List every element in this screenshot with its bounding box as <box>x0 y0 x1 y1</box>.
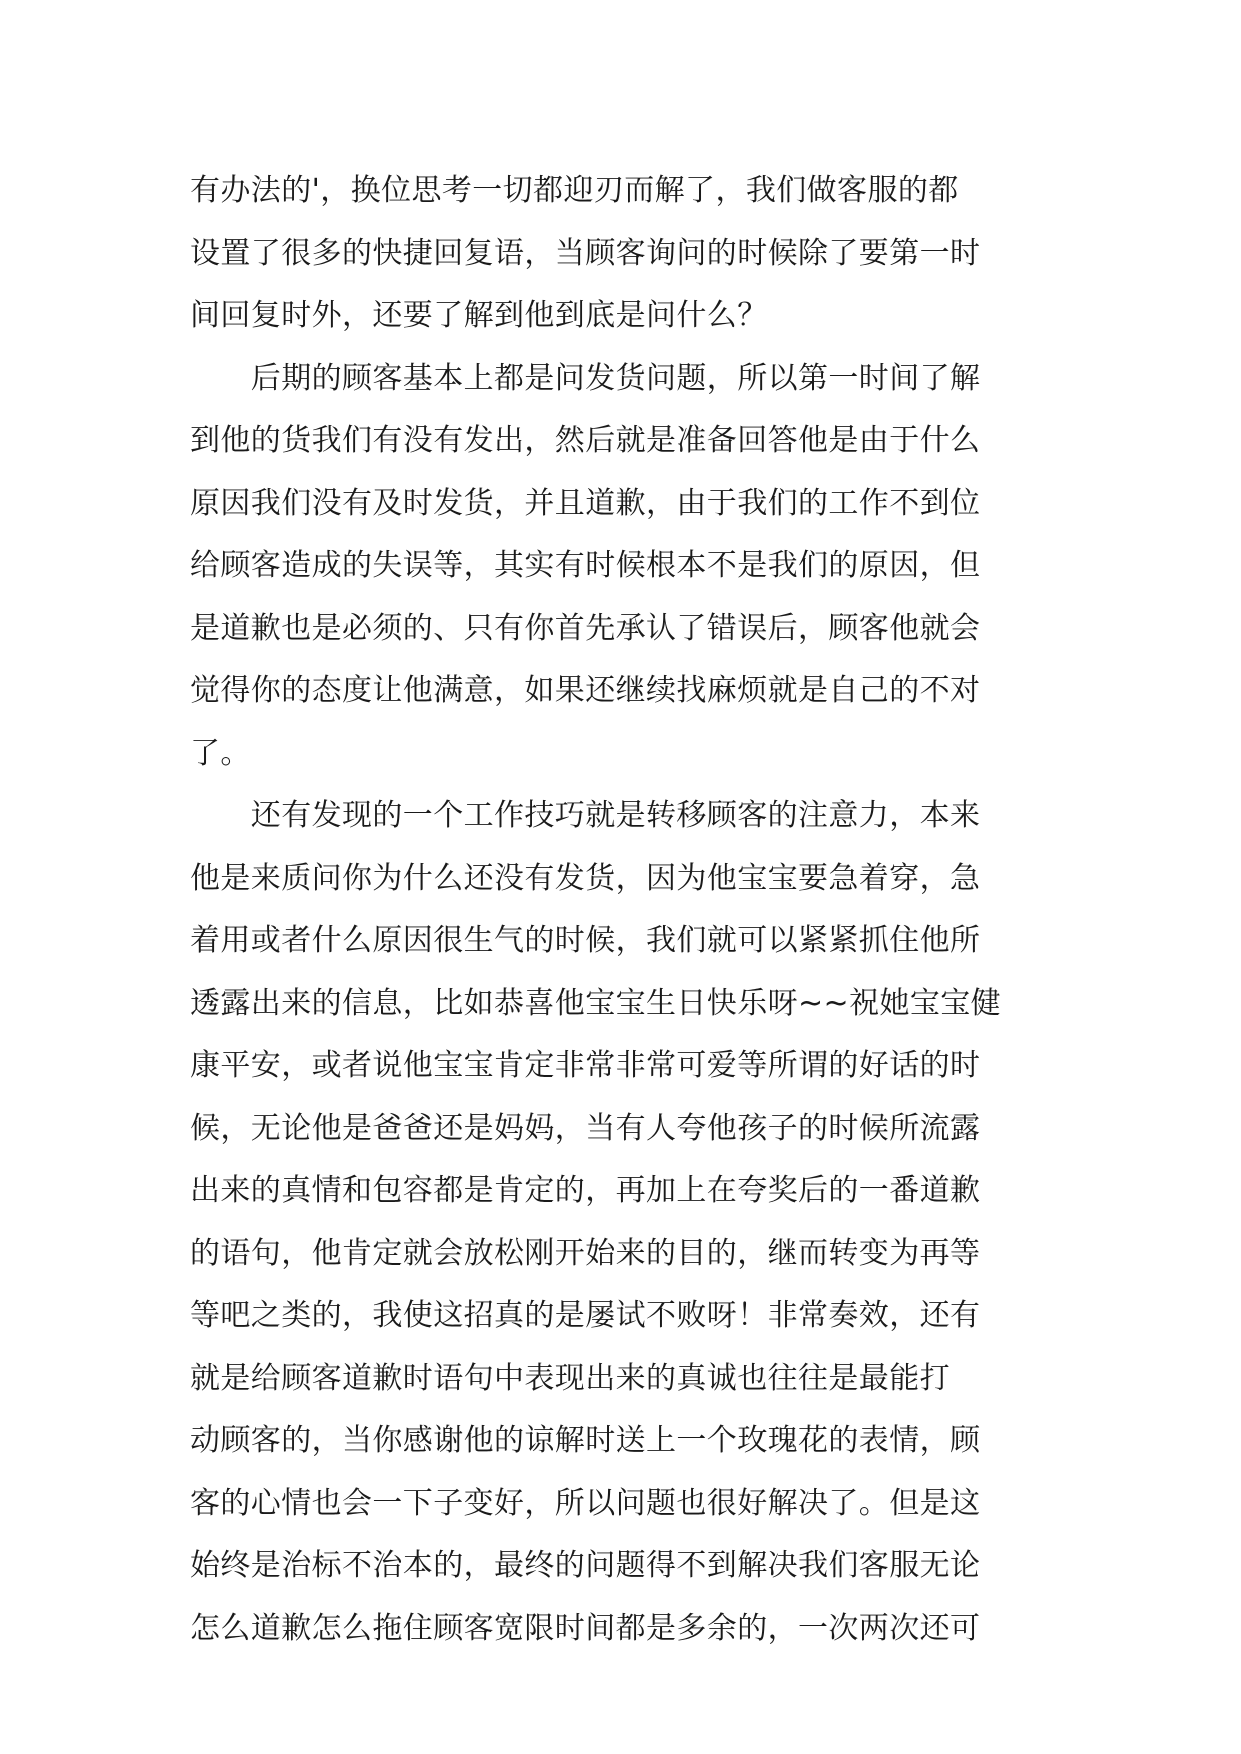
text-line: 动顾客的，当你感谢他的谅解时送上一个玫瑰花的表情，顾 <box>190 1423 981 1458</box>
text-line: 透露出来的信息，比如恭喜他宝宝生日快乐呀~~祝她宝宝健 <box>190 985 1002 1021</box>
text-line: 到他的货我们有没有发出，然后就是准备回答他是由于什么 <box>190 423 981 458</box>
text-line: 的语句，他肯定就会放松刚开始来的目的，继而转变为再等 <box>190 1235 981 1271</box>
body-text <box>190 160 1050 1660</box>
text-line: 原因我们没有及时发货，并且道歉，由于我们的工作不到位 <box>190 485 981 521</box>
text-line: 还有发现的一个工作技巧就是转移顾客的注意力，本来 <box>190 798 981 833</box>
text-line: 客的心情也会一下子变好，所以问题也很好解决了。但是这 <box>190 1485 981 1521</box>
text-line: 有办法的'，换位思考一切都迎刃而解了，我们做客服的都 <box>190 173 959 208</box>
text-line: 等吧之类的，我使这招真的是屡试不败呀！非常奏效，还有 <box>190 1298 981 1333</box>
text-line: 设置了很多的快捷回复语，当顾客询问的时候除了要第一时 <box>190 235 981 271</box>
text-line: 着用或者什么原因很生气的时候，我们就可以紧紧抓住他所 <box>190 923 981 958</box>
text-line: 给顾客造成的失误等，其实有时候根本不是我们的原因，但 <box>190 548 981 583</box>
text-line: 了。 <box>190 735 251 771</box>
text-line: 就是给顾客道歉时语句中表现出来的真诚也往往是最能打 <box>190 1360 950 1396</box>
text-line: 出来的真情和包容都是肯定的，再加上在夸奖后的一番道歉 <box>190 1173 981 1208</box>
text-line: 候，无论他是爸爸还是妈妈，当有人夸他孩子的时候所流露 <box>190 1110 981 1146</box>
text-line: 康平安，或者说他宝宝肯定非常非常可爱等所谓的好话的时 <box>190 1048 981 1083</box>
text-line: 后期的顾客基本上都是问发货问题，所以第一时间了解 <box>190 360 981 396</box>
text-line: 怎么道歉怎么拖住顾客宽限时间都是多余的，一次两次还可 <box>190 1610 981 1646</box>
text-line: 间回复时外，还要了解到他到底是问什么？ <box>190 298 768 333</box>
text-line: 是道歉也是必须的、只有你首先承认了错误后，顾客他就会 <box>190 610 981 646</box>
text-line: 觉得你的态度让他满意，如果还继续找麻烦就是自己的不对 <box>190 673 981 708</box>
text-line: 始终是治标不治本的，最终的问题得不到解决我们客服无论 <box>190 1548 981 1583</box>
text-line: 他是来质问你为什么还没有发货，因为他宝宝要急着穿，急 <box>190 860 981 896</box>
